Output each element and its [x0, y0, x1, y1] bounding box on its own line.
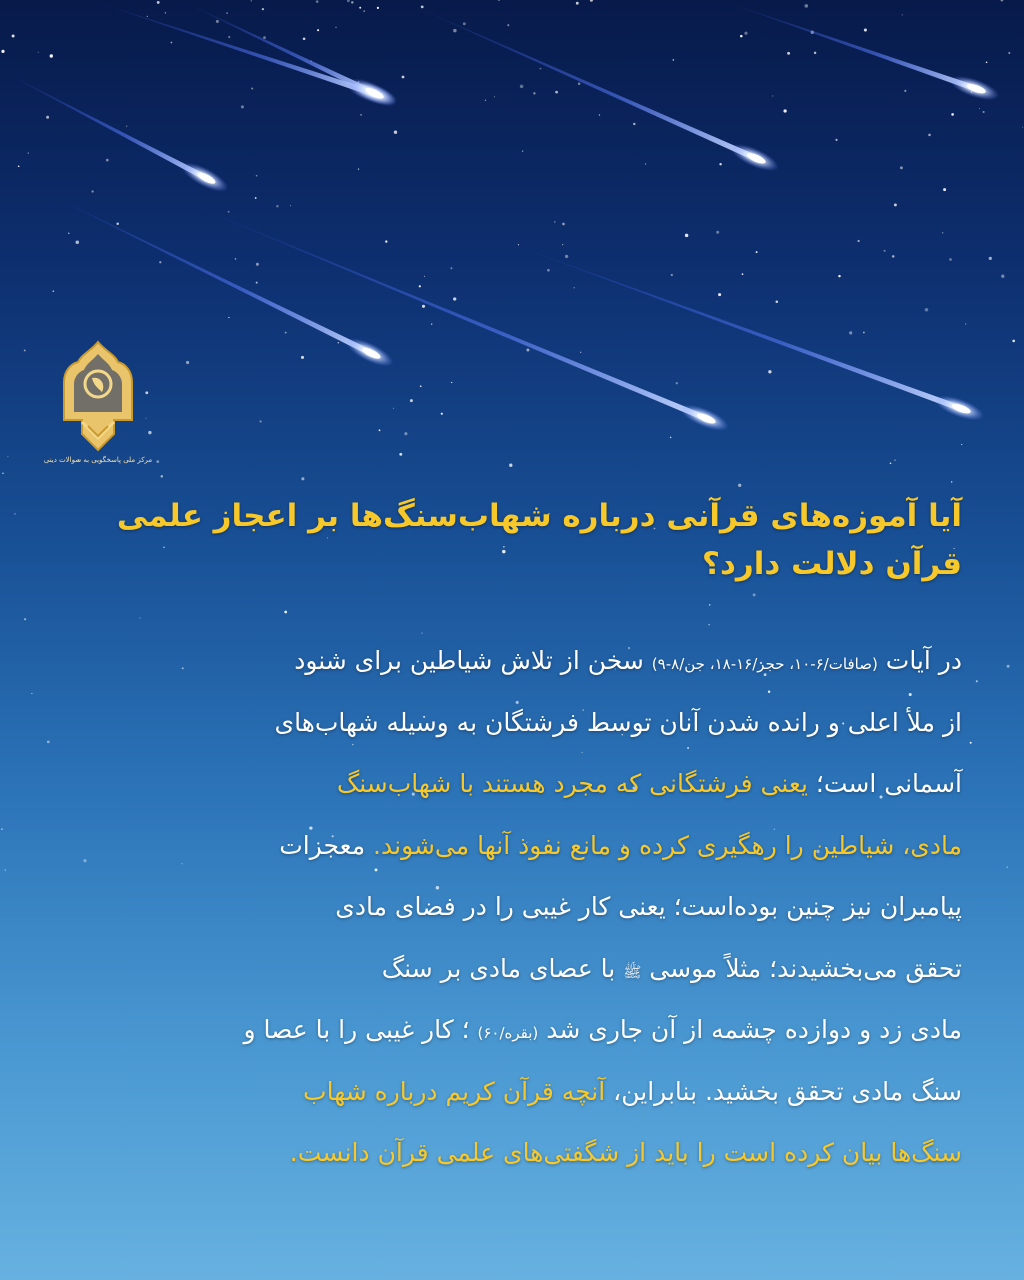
body-line-5: پیامبران نیز چنین بوده‌است؛ یعنی کار غیبی را در فضای مادی [335, 892, 962, 921]
star [241, 105, 244, 108]
star [485, 100, 486, 101]
star [159, 261, 161, 263]
star [317, 29, 319, 31]
body-line-9: سنگ‌ها بیان کرده است را باید از شگفتی‌های علمی قرآن دانست. [289, 1138, 962, 1167]
star [738, 484, 741, 487]
star [301, 477, 304, 480]
star [961, 444, 962, 445]
verse-reference: (صافات/۶-۱۰، حجر/۱۶-۱۸، جن/۸-۹) [651, 655, 878, 673]
star [145, 418, 146, 419]
star [186, 361, 189, 364]
star [986, 61, 988, 63]
star [453, 297, 456, 300]
body-segment: معجزات [279, 830, 366, 860]
star [12, 35, 15, 38]
meteor [396, 0, 782, 176]
star [858, 240, 860, 242]
star [533, 92, 535, 94]
star [126, 126, 127, 127]
star [787, 52, 790, 55]
body-line-8 [62, 1061, 962, 1123]
star [949, 258, 952, 261]
star [1022, 127, 1023, 128]
star [718, 293, 721, 296]
star [256, 263, 259, 266]
star [685, 234, 689, 238]
star [928, 134, 931, 137]
star [894, 203, 897, 206]
star [925, 308, 929, 312]
star [256, 282, 258, 284]
star [385, 240, 387, 242]
star [410, 399, 413, 402]
star [38, 52, 39, 53]
star [91, 190, 93, 192]
body-line-1 [62, 630, 962, 692]
institute-logo-icon [43, 338, 153, 468]
star [742, 273, 744, 275]
star [216, 20, 219, 23]
star [284, 611, 287, 614]
star [892, 255, 895, 258]
star [578, 82, 581, 85]
star [590, 0, 593, 2]
star [404, 432, 407, 435]
star [576, 2, 579, 5]
highlight-segment: آنچه قرآن کریم درباره شهاب [303, 1076, 606, 1106]
star [424, 276, 425, 277]
star [14, 513, 15, 514]
star [1, 50, 4, 53]
star [148, 431, 151, 434]
star [522, 151, 523, 152]
star [520, 85, 524, 89]
star [251, 0, 252, 1]
star [849, 331, 852, 334]
star [276, 205, 279, 208]
star [262, 8, 264, 10]
star [1001, 0, 1004, 1]
star [768, 370, 771, 373]
star [393, 408, 394, 409]
star [347, 0, 350, 2]
star [1001, 275, 1004, 278]
star [301, 356, 304, 359]
star [377, 7, 379, 9]
honorific-glyph: ﷺ [623, 962, 642, 981]
star [422, 305, 425, 308]
star [979, 108, 980, 109]
star [290, 205, 291, 206]
star [951, 481, 952, 482]
star [835, 139, 837, 141]
star [285, 332, 287, 334]
star [580, 352, 581, 353]
body-segment: سنگ مادی تحقق بخشید. بنابراین، [613, 1076, 962, 1106]
star [776, 300, 779, 303]
title-line-1: آیا آموزه‌های قرآنی درباره شهاب‌سنگ‌ها بر اعجاز علمی [116, 498, 962, 534]
body-segment: ؛ کار غیبی را با عصا و [243, 1015, 470, 1044]
star [451, 382, 452, 383]
body-line-2: از ملأ اعلی و رانده شدن آنان توسط فرشتگان به وسیله شهاب‌های [274, 707, 962, 737]
star [351, 1, 354, 4]
star [228, 36, 230, 38]
star [2, 472, 4, 474]
meteor-trails [0, 0, 1002, 436]
star [338, 342, 339, 343]
star [441, 413, 443, 415]
star [106, 159, 109, 162]
star [379, 429, 381, 431]
star [24, 618, 26, 620]
star [574, 287, 575, 288]
body-segment: آسمانی است؛ [815, 769, 962, 798]
star [555, 91, 558, 94]
verse-reference: (بقره/۶۰) [477, 1024, 539, 1042]
star [942, 232, 943, 233]
star [228, 211, 230, 213]
star [47, 741, 50, 744]
body-line-6 [62, 938, 962, 1000]
star [753, 594, 756, 597]
meteor [177, 192, 732, 436]
star [1008, 52, 1010, 54]
star [976, 680, 978, 682]
star [498, 0, 500, 1]
body-segment: با عصای مادی بر سنگ [381, 953, 616, 983]
star [547, 269, 550, 272]
logo-caption: مرکز ملی پاسخگویی به سوالات دینی [43, 456, 153, 464]
star [633, 123, 635, 125]
star [838, 275, 840, 277]
star [31, 693, 32, 694]
star [235, 258, 237, 260]
highlight-segment: یعنی فرشتگانی که مجرد هستند با شهاب‌سنگ [336, 769, 808, 798]
star [526, 349, 529, 352]
star [645, 163, 646, 164]
star [450, 267, 452, 269]
star [68, 233, 69, 234]
star [76, 240, 80, 244]
body-segment: در آیات [885, 646, 962, 675]
star [335, 27, 336, 28]
star [565, 255, 568, 258]
star [1, 828, 3, 830]
star [740, 35, 743, 38]
body-line-4 [62, 815, 962, 877]
star [255, 197, 257, 199]
star [671, 274, 673, 276]
star [756, 251, 758, 253]
star [983, 111, 985, 113]
title-line-2: قرآن دلالت دارد؟ [702, 546, 962, 582]
star [303, 37, 306, 40]
star [28, 153, 29, 154]
star [507, 24, 509, 26]
body-text [62, 630, 962, 1184]
star [358, 169, 359, 170]
star [399, 453, 402, 456]
star [5, 869, 6, 870]
star [900, 166, 903, 169]
star [363, 10, 365, 12]
star [24, 349, 26, 351]
star [431, 323, 432, 324]
star [263, 36, 266, 39]
star [518, 244, 519, 245]
star [673, 59, 675, 61]
star [890, 463, 892, 465]
star [251, 88, 253, 90]
star [708, 624, 709, 625]
star [226, 12, 227, 13]
star [52, 290, 54, 292]
star [256, 175, 258, 177]
star [719, 163, 721, 165]
star [772, 95, 773, 96]
star [904, 90, 906, 92]
star [419, 285, 421, 287]
star [139, 617, 140, 618]
star [360, 114, 362, 116]
star [951, 113, 954, 116]
star [1006, 866, 1008, 868]
star [394, 131, 397, 134]
star [509, 464, 512, 467]
star [421, 6, 424, 9]
meteor [87, 0, 400, 110]
star [670, 437, 672, 439]
star [805, 4, 809, 8]
body-line-3 [62, 753, 962, 815]
star [46, 116, 49, 119]
star [709, 604, 711, 606]
star [894, 459, 896, 461]
star [1012, 340, 1015, 343]
page-title [62, 492, 962, 588]
star [989, 257, 992, 260]
star [116, 223, 119, 226]
body-line-7 [62, 999, 962, 1061]
body-segment: مادی زد و دوازده چشمه از آن جاری شد [546, 1015, 962, 1044]
star [965, 323, 966, 324]
star [50, 54, 53, 57]
meteor [176, 0, 400, 112]
star [902, 14, 903, 15]
star [420, 385, 422, 387]
star [783, 109, 786, 112]
star [359, 7, 361, 9]
star [599, 114, 600, 115]
meteor [497, 232, 987, 426]
star [676, 382, 678, 384]
star [1007, 665, 1010, 668]
star [539, 68, 541, 70]
star [463, 22, 466, 25]
star [228, 317, 229, 318]
star [864, 28, 867, 31]
star [145, 391, 148, 394]
star [943, 188, 946, 191]
star [171, 42, 173, 44]
star [554, 221, 556, 223]
highlight-segment: مادی، شیاطین را رهگیری کرده و مانع نفوذ آنها می‌شوند. [373, 830, 962, 860]
star [402, 76, 405, 79]
body-segment: سخن از تلاش شیاطین برای شنود [294, 646, 644, 675]
star [316, 0, 319, 3]
star [744, 32, 747, 35]
meteor [717, 0, 1002, 105]
star [562, 223, 565, 226]
star [156, 460, 159, 463]
star [157, 1, 160, 4]
star [161, 475, 163, 477]
star [863, 332, 865, 334]
star [7, 456, 8, 457]
star [562, 244, 563, 245]
star [453, 29, 456, 32]
meteor [0, 62, 232, 197]
star [814, 52, 816, 54]
star [970, 742, 972, 744]
star [260, 420, 262, 422]
star [18, 165, 20, 167]
star [165, 12, 166, 13]
star [147, 16, 148, 17]
body-segment: تحقق می‌بخشیدند؛ مثلاً موسی [649, 953, 962, 983]
star [884, 250, 886, 252]
star [716, 231, 719, 234]
star [494, 96, 495, 97]
